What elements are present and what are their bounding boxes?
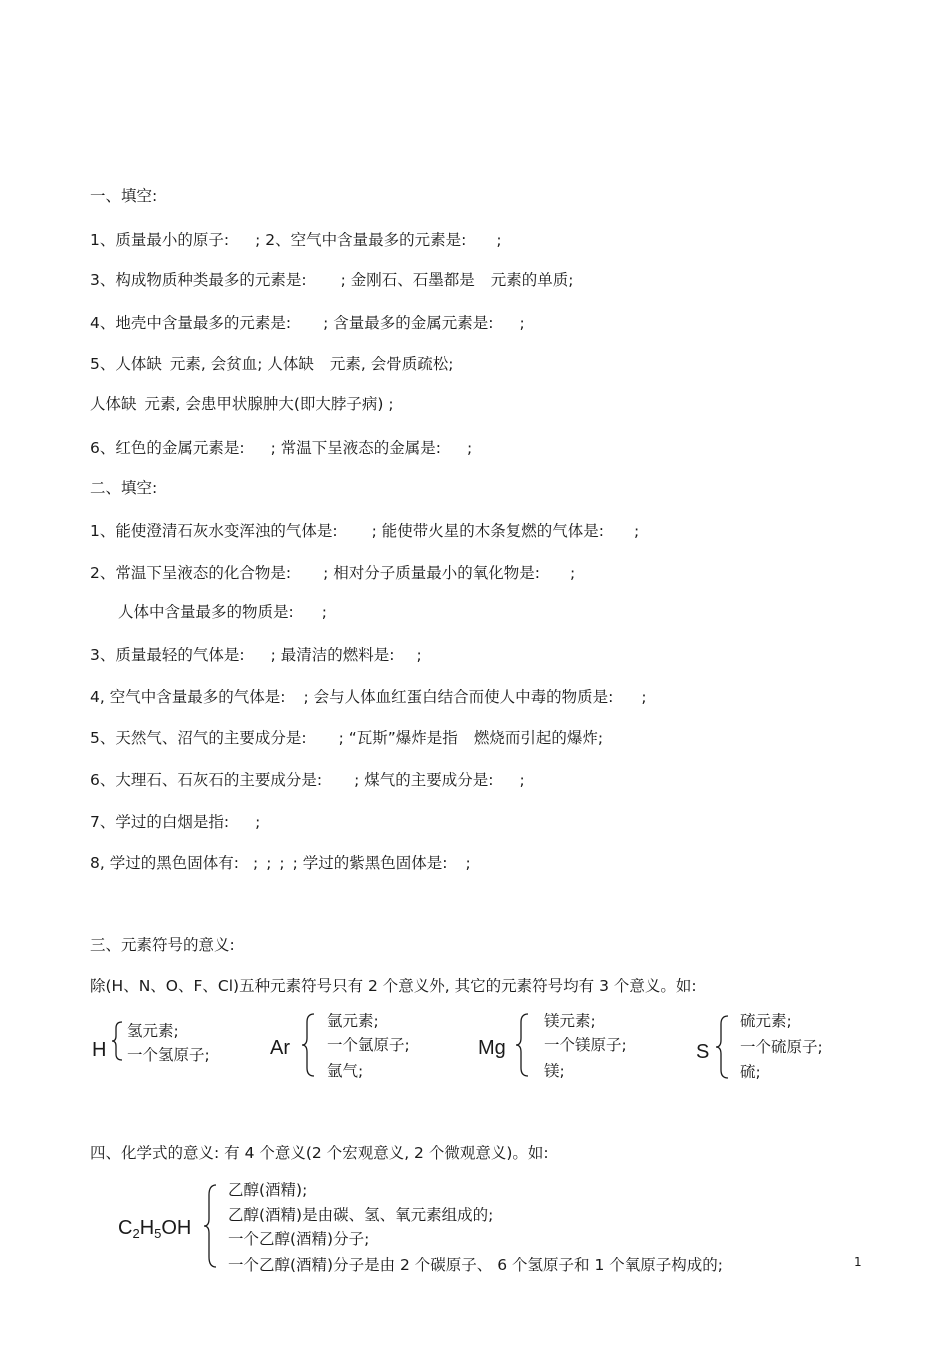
s2-question-2-cont: 人体中含量最多的物质是: ; [118, 603, 327, 621]
s2-question-3: 3、质量最轻的气体是: ; 最清洁的燃料是: ; [90, 646, 422, 664]
page-number: 1 [854, 1255, 862, 1269]
s2-question-7: 7、学过的白烟是指: ; [90, 813, 261, 831]
section1-title: 一、填空: [90, 187, 158, 205]
brace-icon [514, 1012, 530, 1078]
meaning-item: 镁元素; [544, 1012, 596, 1030]
meaning-item: 硫元素; [740, 1012, 792, 1030]
meaning-item: 氢元素; [127, 1022, 179, 1040]
s1-question-3: 3、构成物质种类最多的元素是: ; 金刚石、石墨都是 元素的单质; [90, 271, 574, 289]
section4-title: 四、化学式的意义: 有 4 个意义(2 个宏观意义, 2 个微观意义)。如: [90, 1144, 549, 1162]
s1-question-5-cont: 人体缺 元素, 会患甲状腺肿大(即大脖子病) ; [90, 395, 394, 413]
s2-question-4: 4, 空气中含量最多的气体是: ; 会与人体血红蛋白结合而使人中毒的物质是: ; [90, 688, 647, 706]
brace-icon [202, 1183, 218, 1269]
meaning-item: 一个氩原子; [327, 1036, 410, 1054]
s2-question-1: 1、能使澄清石灰水变浑浊的气体是: ; 能使带火星的木条复燃的气体是: ; [90, 522, 640, 540]
formula-meaning-item: 一个乙醇(酒精)分子; [228, 1230, 370, 1248]
element-symbol-h: H [92, 1039, 107, 1061]
s1-question-6: 6、红色的金属元素是: ; 常温下呈液态的金属是: ; [90, 439, 473, 457]
brace-icon [300, 1012, 316, 1078]
s1-question-5: 5、人体缺 元素, 会贫血; 人体缺 元素, 会骨质疏松; [90, 355, 454, 373]
meaning-item: 镁; [544, 1062, 565, 1080]
s2-question-5: 5、天然气、沼气的主要成分是: ; “瓦斯”爆炸是指 燃烧而引起的爆炸; [90, 729, 604, 747]
formula-meaning-item: 乙醇(酒精); [228, 1181, 308, 1199]
section3-intro: 除(H、N、O、F、Cl)五种元素符号只有 2 个意义外, 其它的元素符号均有 3 个意义。如: [90, 977, 697, 995]
brace-icon [110, 1020, 124, 1062]
meaning-item: 一个氢原子; [127, 1046, 210, 1064]
s2-question-2: 2、常温下呈液态的化合物是: ; 相对分子质量最小的氧化物是: ; [90, 564, 576, 582]
section2-title: 二、填空: [90, 479, 158, 497]
meaning-item: 氩元素; [327, 1012, 379, 1030]
chemical-formula: $C_2H_5OH$ [118, 1217, 192, 1241]
element-symbol-s: S [696, 1041, 710, 1063]
s2-question-8: 8, 学过的黑色固体有: ; ; ; ; 学过的紫黑色固体是: ; [90, 854, 471, 872]
formula-meaning-item: 乙醇(酒精)是由碳、氢、氧元素组成的; [228, 1206, 494, 1224]
meaning-item: 一个镁原子; [544, 1036, 627, 1054]
section3-title: 三、元素符号的意义: [90, 936, 235, 954]
formula-meaning-item: 一个乙醇(酒精)分子是由 2 个碳原子、 6 个氢原子和 1 个氧原子构成的; [228, 1256, 723, 1274]
element-symbol-mg: Mg [478, 1037, 506, 1059]
meaning-item: 氩气; [327, 1062, 364, 1080]
meaning-item: 硫; [740, 1063, 761, 1081]
s1-question-1: 1、质量最小的原子: ; 2、空气中含量最多的元素是: ; [90, 231, 502, 249]
brace-icon [714, 1014, 730, 1080]
meaning-item: 一个硫原子; [740, 1038, 823, 1056]
s1-question-4: 4、地壳中含量最多的元素是: ; 含量最多的金属元素是: ; [90, 314, 525, 332]
element-symbol-ar: Ar [270, 1037, 290, 1059]
s2-question-6: 6、大理石、石灰石的主要成分是: ; 煤气的主要成分是: ; [90, 771, 525, 789]
